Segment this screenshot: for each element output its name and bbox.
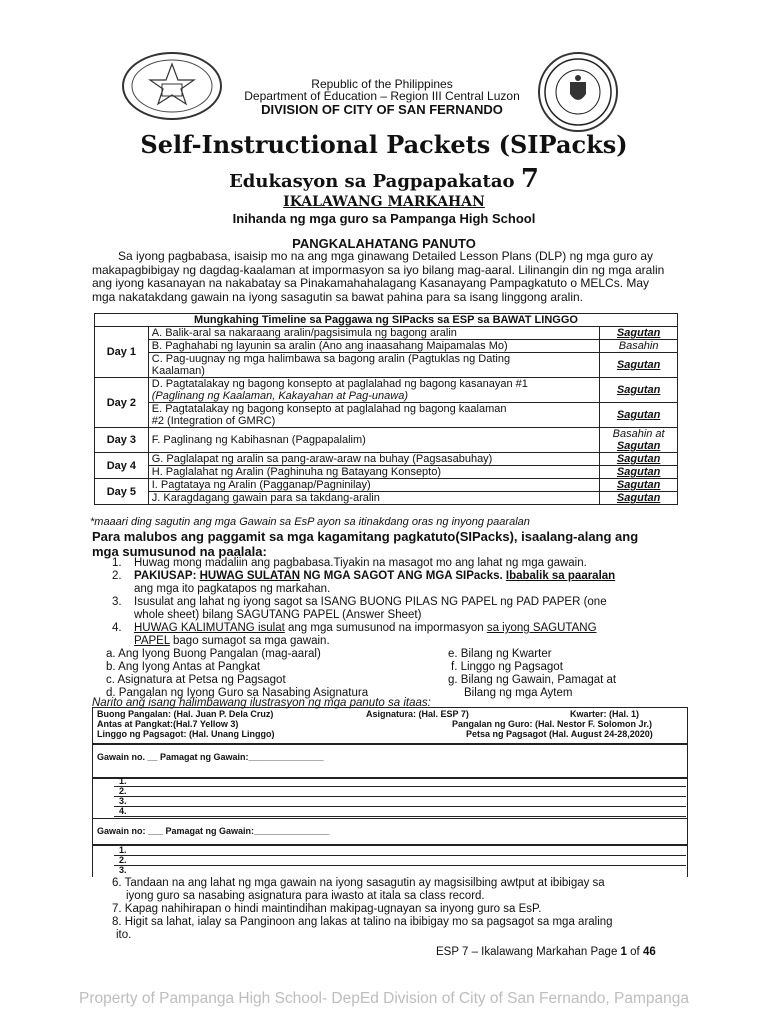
sample-week: Linggo ng Pagsagot: (Hal. Unang Linggo) — [97, 729, 275, 739]
reminders-heading-line-2: mga sumusunod na paalala: — [92, 544, 267, 559]
activity-cell: H. Paglalahat ng Aralin (Paghinuha ng Batayang Konsepto) — [148, 466, 600, 479]
kagawaran-ng-edukasyon-seal — [538, 52, 618, 132]
info-item: e. Bilang ng Kwarter — [448, 648, 552, 660]
illustration-note: Narito ang isang halimbawang ilustrasyon ng mga panuto sa itaas: — [92, 697, 431, 709]
reminder-3: Isusulat ang lahat ng iyong sagot sa ISANG BUONG PILAS NG PAPEL ng PAD PAPER (one — [134, 596, 607, 608]
info-item: Bilang ng mga Aytem — [464, 687, 573, 699]
status-label: Sagutan — [616, 479, 661, 491]
reminder-2-part: PAKIUSAP: — [134, 570, 200, 582]
activity-line: #2 (Integration of GMRC) — [151, 415, 276, 427]
day-cell: Day 4 — [95, 453, 149, 479]
item-number: 3. — [119, 865, 127, 875]
general-instructions-heading: PANGKALAHATANG PANUTO — [292, 236, 476, 251]
reminder-7: 7. Kapag nahihirapan o hindi maintindihan makipag-ugnayan sa inyong guro sa EsP. — [112, 903, 542, 915]
reminder-4 — [134, 622, 694, 635]
reminder-2-part: Ibabalik sa paaralan — [505, 570, 616, 582]
activity-line: C. Pag-uugnay ng mga halimbawa sa bagong aralin (Pagtuklas ng Dating — [151, 353, 511, 365]
status-cell — [600, 492, 678, 505]
status-cell — [600, 353, 678, 378]
status-cell — [600, 403, 678, 428]
sample-date: Petsa ng Pagsagot (Hal. August 24-28,2020) — [466, 729, 653, 739]
info-item: d. Pangalan ng Iyong Guro sa Nasabing Asignatura — [106, 687, 369, 699]
item-number: 3. — [119, 796, 127, 806]
republic-line: Republic of the Philippines — [311, 77, 453, 91]
sample-items-box-1 — [92, 777, 688, 820]
reminder-8: 8. Higit sa lahat, ialay sa Panginoon ang lakas at talino na ibibigay mo sa pagsagot sa mga araling — [112, 916, 613, 928]
status-label: Sagutan — [616, 384, 661, 396]
table-row — [95, 466, 678, 479]
table-row — [95, 453, 678, 466]
item-number: 1. — [119, 776, 127, 786]
reminder-number: 4. — [112, 622, 122, 634]
activity-cell — [148, 378, 600, 403]
sample-activity-1: Gawain no. __ Pamagat ng Gawain:_______________ — [97, 752, 324, 762]
reminder-4-part: ang mga sumusunod na impormasyon — [284, 622, 487, 634]
status-label: Sagutan — [616, 409, 661, 421]
table-row — [95, 353, 678, 378]
deped-division-seal — [122, 52, 222, 120]
timeline-title: Mungkahing Timeline sa Paggawa ng SIPacks sa ESP sa BAWAT LINGGO — [95, 314, 678, 327]
reminder-4-part: bago sumagot sa mga gawain. — [169, 635, 330, 647]
item-number: 4. — [119, 806, 127, 816]
info-item: f. Linggo ng Pagsagot — [451, 661, 563, 673]
answer-line — [114, 796, 686, 797]
activity-cell — [148, 353, 600, 378]
info-item: a. Ang Iyong Buong Pangalan (mag-aaral) — [106, 648, 321, 660]
property-watermark: Property of Pampanga High School- DepEd Division of City of San Fernando, Pampanga — [78, 990, 689, 1007]
intro-line-4: mga nakatakdang gawain na iyong sasagutin sa bawat pahina para sa isang linggong aralin. — [92, 289, 584, 304]
sample-subject: Asignatura: (Hal. ESP 7) — [366, 709, 469, 719]
answer-line — [114, 806, 686, 807]
reminder-4-part: sa iyong SAGUTANG — [486, 622, 597, 634]
page-total: 46 — [642, 946, 656, 958]
reminder-number: 3. — [112, 596, 122, 608]
seal-left-art — [124, 54, 220, 118]
sample-items-box-2 — [92, 844, 688, 877]
activity-cell — [148, 403, 600, 428]
day-cell: Day 3 — [95, 428, 149, 453]
page-label: ESP 7 – Ikalawang Markahan Page — [436, 946, 621, 958]
item-number: 2. — [119, 786, 127, 796]
reminder-2-part: NG MGA SAGOT ANG MGA SIPacks. — [300, 570, 506, 582]
status-cell — [600, 466, 678, 479]
department-line: Department of Education – Region III Central Luzon — [244, 89, 520, 103]
status-cell — [600, 428, 678, 453]
info-item: c. Asignatura at Petsa ng Pagsagot — [106, 674, 286, 686]
info-item: g. Bilang ng Gawain, Pamagat at — [448, 674, 617, 686]
division-line: DIVISION OF CITY OF SAN FERNANDO — [261, 102, 503, 117]
reminder-number: 1. — [112, 557, 122, 569]
status-label: Sagutan — [616, 359, 661, 371]
reminder-2 — [134, 570, 694, 583]
status-cell — [600, 453, 678, 466]
table-row — [95, 492, 678, 505]
activity-cell: G. Paglalapat ng aralin sa pang-araw-araw na buhay (Pagsasabuhay) — [148, 453, 600, 466]
activity-cell: I. Pagtataya ng Aralin (Pagganap/Pagninilay) — [148, 479, 600, 492]
sample-quarter: Kwarter: (Hal. 1) — [570, 709, 640, 719]
reminder-6: 6. Tandaan na ang lahat ng mga gawain na iyong sasagutin ay magsisilbing awtput at ibibigay sa — [112, 877, 605, 889]
reminder-6-continuation — [126, 890, 696, 903]
reminder-4-part: HUWAG KALIMUTANG isulat — [134, 622, 285, 634]
sample-activity-2: Gawain no: ___ Pamagat ng Gawain:_______________ — [97, 826, 330, 836]
intro-line-3: ang iyong kasanayan na nakabatay sa Pinakamahahalagang Kasanayang Pampagkatuto o MELCs. May — [92, 276, 650, 290]
day-cell: Day 5 — [95, 479, 149, 505]
answer-line — [114, 816, 686, 817]
quarter-title: IKALAWANG MARKAHAN — [283, 194, 485, 210]
timeline-table — [94, 313, 678, 505]
status-cell — [600, 327, 678, 340]
answer-line — [114, 855, 686, 856]
activity-cell: J. Karagdagang gawain para sa takdang-aralin — [148, 492, 600, 505]
day-cell: Day 1 — [95, 327, 149, 378]
reminders-heading — [92, 529, 692, 559]
answer-line — [114, 786, 686, 787]
reminder-3-continuation: whole sheet) bilang SAGUTANG PAPEL (Answer Sheet) — [134, 609, 422, 621]
status-label: Sagutan — [616, 453, 661, 465]
reminder-4-part: PAPEL — [134, 635, 170, 647]
status-label: Sagutan — [616, 466, 661, 478]
intro-line-2: makapagbibigay ng dagdag-kaalaman at impormasyon sa iyo bilang mag-aaral. Lilinangin din ng mga aralin — [92, 262, 665, 277]
activity-cell: B. Paghahabi ng layunin sa aralin (Ano ang inaasahang Maipamalas Mo) — [148, 340, 600, 353]
page-title: Self-Instructional Packets (SIPacks) — [140, 130, 628, 159]
info-item: b. Ang Iyong Antas at Pangkat — [106, 661, 261, 673]
answer-line — [114, 865, 686, 866]
reminders-heading-line-1: Para malubos ang paggamit sa mga kagamitang pagkatuto(SIPacks), isaalang-alang ang — [92, 529, 639, 544]
status-cell — [600, 479, 678, 492]
reminder-8-continuation: ito. — [116, 929, 132, 941]
status-label: Sagutan — [616, 492, 661, 504]
page-footer — [436, 946, 656, 959]
reminder-2-part: HUWAG SULATAN — [199, 570, 301, 582]
activity-cell: F. Paglinang ng Kabihasnan (Pagpapalalim) — [148, 428, 600, 453]
table-row — [95, 340, 678, 353]
table-row — [95, 428, 678, 453]
activity-line: Kaalaman) — [151, 365, 205, 377]
activity-cell: A. Balik-aral sa nakaraang aralin/pagsisimula ng bagong aralin — [148, 327, 600, 340]
sample-full-name: Buong Pangalan: (Hal. Juan P. Dela Cruz) — [97, 709, 274, 719]
sample-grade-section: Antas at Pangkat:(Hal.7 Yellow 3) — [97, 719, 239, 729]
sample-teacher: Pangalan ng Guro: (Hal. Nestor F. Solomon Jr.) — [452, 719, 653, 729]
activity-line: (Paglinang ng Kaalaman, Kakayahan at Pag-unawa) — [151, 390, 408, 402]
status-label: Sagutan — [616, 440, 661, 452]
status-line: Basahin at — [612, 428, 665, 440]
timeline-header-row — [95, 314, 678, 327]
intro-paragraph — [92, 250, 692, 304]
status-cell — [600, 378, 678, 403]
activity-line: E. Pagtatalakay ng bagong konsepto at paglalahad ng bagong kaalaman — [151, 403, 507, 415]
seal-right-art — [540, 54, 616, 130]
activity-line: D. Pagtatalakay ng bagong konsepto at paglalahad ng bagong kasanayan #1 — [151, 378, 528, 390]
status-cell: Basahin — [600, 340, 678, 353]
reminder-number: 2. — [112, 570, 122, 582]
subject-name: Edukasyon sa Pagpapakatao — [229, 171, 515, 192]
reminder-1: Huwag mong madaliin ang pagbabasa.Tiyakin na masagot mo ang lahat ng mga gawain. — [134, 557, 587, 569]
reminder-2-continuation: ang mga ito pagkatapos ng markahan. — [134, 583, 331, 595]
table-row — [95, 403, 678, 428]
grade-number: 7 — [520, 164, 539, 194]
day-cell: Day 2 — [95, 378, 149, 428]
status-label: Sagutan — [616, 327, 661, 339]
page-of: of — [626, 946, 643, 958]
table-row — [95, 479, 678, 492]
page-number: 1 — [620, 946, 627, 958]
item-number: 1. — [119, 845, 127, 855]
prepared-by: Inihanda ng mga guro sa Pampanga High School — [232, 211, 536, 226]
item-number: 2. — [119, 855, 127, 865]
intro-line-1: Sa iyong pagbabasa, isaisip mo na ang mga ginawang Detailed Lesson Plans (DLP) ng mga guro ay — [118, 249, 653, 263]
timeline-note: *maaari ding sagutin ang mga Gawain sa EsP ayon sa itinakdang oras ng inyong paaralan — [90, 516, 530, 528]
reminder-4-continuation — [134, 635, 694, 648]
subject-title — [0, 166, 768, 195]
table-row — [95, 378, 678, 403]
table-row — [95, 327, 678, 340]
reminder-6-text: iyong guro sa nasabing asignatura para iwasto at itala sa class record. — [126, 890, 485, 902]
